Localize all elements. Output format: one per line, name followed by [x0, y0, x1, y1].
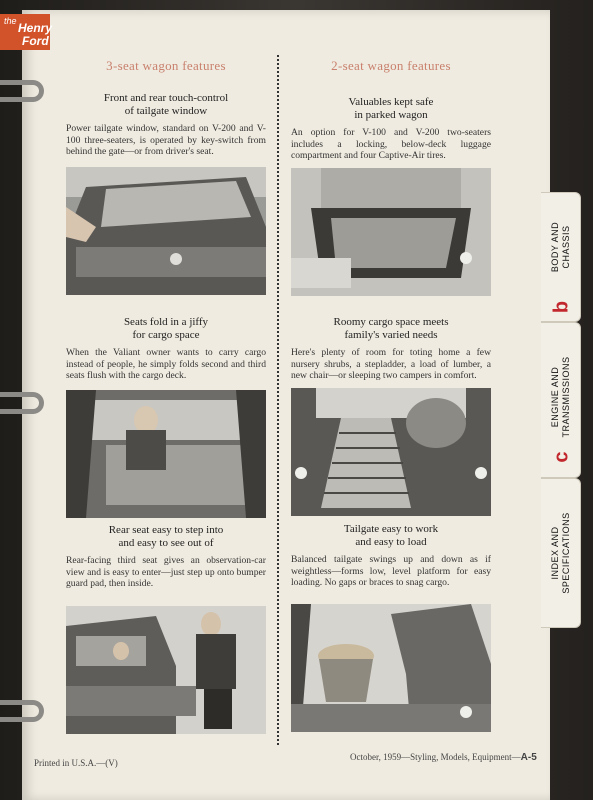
binder-ring-top: [0, 80, 44, 102]
tab-label: [550, 222, 572, 272]
feature-title-line: Roomy cargo space meets: [333, 316, 449, 328]
feature-body: When the Valiant owner wants to carry cargo instead of people, he simply folds second and third seats flush with the cargo deck.: [66, 347, 266, 381]
logo-line-1: the: [4, 16, 17, 26]
feature-rear-seat: [66, 524, 266, 590]
feature-title: [291, 523, 491, 549]
tab-body-chassis[interactable]: [541, 192, 581, 322]
feature-tailgate-load: [291, 523, 491, 589]
henry-ford-logo[interactable]: [0, 14, 53, 50]
logo-line-3: Ford: [22, 34, 49, 48]
tab-index-specifications[interactable]: [541, 478, 581, 628]
binder-ring-middle: [0, 392, 44, 414]
photo-cargo-space: [291, 388, 491, 516]
photo-tailgate-load: [291, 604, 491, 732]
tab-letter-glyph: b: [550, 300, 573, 314]
feature-cargo-space: [291, 316, 491, 382]
photo-seats-fold: [66, 390, 266, 518]
feature-title-line: family's varied needs: [344, 329, 438, 341]
binder-ring-bottom: [0, 700, 44, 722]
feature-title-line: Tailgate easy to work: [343, 523, 439, 535]
feature-title-line: and easy to see out of: [118, 537, 214, 549]
feature-title-line: Seats fold in a jiffy: [123, 316, 209, 328]
feature-seats-fold: [66, 316, 266, 382]
tab-letter: [550, 443, 573, 471]
tab-label-line: ENGINE AND: [549, 366, 560, 428]
feature-title: [291, 316, 491, 342]
feature-body: Balanced tailgate swings up and down as if weightless—forms low, level platform for easy loading. No gaps or braces to snag cargo.: [291, 554, 491, 588]
photo-rear-seat: [66, 606, 266, 734]
footer-printed: Printed in U.S.A.—(V): [34, 758, 118, 768]
feature-title: [66, 524, 266, 550]
feature-title-line: Rear seat easy to step into: [108, 524, 224, 536]
left-column: [66, 58, 266, 92]
feature-tailgate-window: [66, 92, 266, 158]
feature-body: Here's plenty of room for toting home a few nursery shrubs, a stepladder, a load of lumber, a new chair—or sleeping two campers in comfort.: [291, 347, 491, 381]
feature-valuables-safe: [291, 96, 491, 162]
left-column-title: 3-seat wagon features: [106, 58, 226, 73]
feature-body: An option for V-100 and V-200 two-seaters includes a locking, below-deck luggage compartment and four Captive-Air tires.: [291, 127, 491, 161]
tab-label-line: SPECIFICATIONS: [560, 512, 571, 594]
logo-line-2: Henry: [18, 21, 53, 35]
feature-title-line: Front and rear touch-control: [103, 92, 229, 104]
tab-label: [550, 356, 572, 437]
feature-title: [291, 96, 491, 122]
tab-label-line: INDEX AND: [549, 526, 560, 580]
feature-title-line: Valuables kept safe: [348, 96, 434, 108]
tab-label-line: TRANSMISSIONS: [560, 356, 571, 438]
right-column-title: 2-seat wagon features: [331, 58, 451, 73]
tab-label-line: CHASSIS: [560, 225, 571, 269]
tab-label: [550, 512, 572, 593]
footer-date: [350, 752, 537, 763]
column-divider: [277, 55, 279, 745]
tab-letter: [550, 293, 573, 321]
feature-title-line: for cargo space: [132, 329, 200, 341]
feature-title-line: in parked wagon: [354, 109, 428, 121]
feature-title: [66, 92, 266, 118]
photo-tailgate-window: [66, 167, 266, 295]
tab-engine-transmissions[interactable]: [541, 322, 581, 478]
page-number: A-5: [520, 752, 537, 763]
right-column: [291, 58, 491, 92]
feature-title-line: of tailgate window: [124, 105, 208, 117]
tab-letter-glyph: c: [550, 451, 573, 463]
feature-body: Power tailgate window, standard on V-200 and V-100 three-seaters, is operated by key-switch from behind the gate—or from driver's seat.: [66, 123, 266, 157]
feature-body: Rear-facing third seat gives an observation-car view and is easy to enter—just step up onto bumper guard pad, then inside.: [66, 555, 266, 589]
feature-title-line: and easy to load: [355, 536, 427, 548]
tab-label-line: BODY AND: [549, 221, 560, 272]
photo-valuables-safe: [291, 168, 491, 296]
feature-title: [66, 316, 266, 342]
footer-date-text: October, 1959—Styling, Models, Equipment—: [350, 752, 521, 762]
